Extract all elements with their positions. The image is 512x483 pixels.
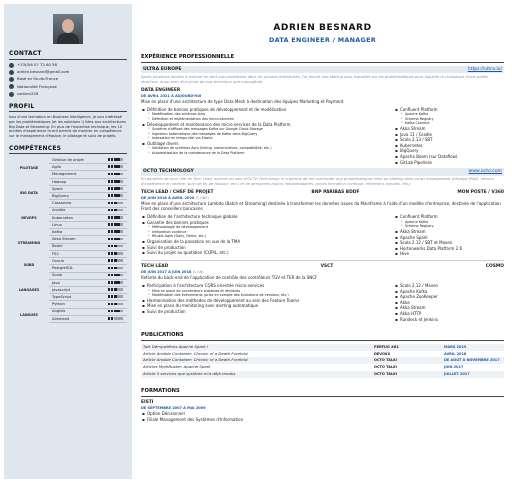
formation-items	[141, 411, 504, 422]
stack-item: • Schema Registry	[394, 224, 504, 228]
profile-text: Issu d'une formation en Business Intelligence, je suis intéressé par les problématiques (et les solutions !) liées aux architectures Big Data et Streaming. En plus de l'expertise technique, les 10 années d'expérience m'ont permis de montrer en compétence sur le management d'équipe, le pilotage et suivi de projets.	[9, 115, 127, 138]
skill-name: Kafka	[49, 229, 101, 236]
skill-group-label: BIG DATA	[20, 190, 38, 195]
task-item: ▪ Garantie des bonnes pratiques	[141, 220, 394, 225]
task-item: • Système d'offload des messages Kafka sur Google Cloud Storage	[141, 127, 394, 131]
level-dot	[120, 281, 123, 284]
skill-name: FS2	[49, 250, 101, 257]
stack-item: ▪ Hive	[394, 251, 504, 256]
stack-item: ▪ Scala 2.12 / Maven	[394, 283, 504, 288]
task-item: ▪ Organisation de la passation en vue de la TMA	[141, 239, 394, 244]
skill-level	[101, 294, 127, 301]
level-dot	[120, 194, 123, 197]
skill-level	[101, 308, 127, 315]
publication-row	[141, 344, 504, 351]
skill-level	[101, 236, 127, 243]
skill-group-label: SGBD	[23, 262, 35, 267]
stack-item: ▪ Apache Kafka	[394, 289, 504, 294]
level-dot	[120, 209, 123, 212]
candidate-role: DATA ENGINEER / MANAGER	[269, 36, 376, 45]
publication-date: AVRIL 2018	[444, 351, 467, 356]
task-item: ▪ Définition de l'architecture technique globale	[141, 214, 394, 219]
company-description: En parallèle de mon rôle de Tech Lead, exercer au sein d'OCTO Technology m'a permis de me confronter aux problématiques liées au staffing ainsi qu'au management d'équipe (RAD, retours d'expérience en interne, suivi de fin de mission, etc.) et de personnes (suivis hebdomadaires, points formation continue, entretiens annuels, etc.)	[141, 177, 494, 187]
job-title: DATA ENGINEER	[141, 87, 181, 93]
skill-group-label: PILOTAGE	[19, 165, 39, 170]
sidebar	[4, 4, 132, 479]
publication-venue: OCTO TALK!	[374, 372, 398, 377]
skill-level	[101, 229, 127, 236]
skill-level	[101, 171, 127, 178]
github-icon	[9, 92, 14, 97]
stack-item: ▪ Java 11 / Gradle	[394, 132, 504, 137]
stack-item: • Apache Kafka	[394, 112, 504, 116]
skill-name: Hadoop	[49, 178, 101, 185]
stack-item: ▪ Apache Spark	[394, 235, 504, 240]
skills-table	[9, 157, 127, 323]
task-item: ▪ Outillage divers	[141, 141, 394, 146]
stack-item: ▪ Confluent Platform	[394, 107, 504, 112]
contact-text: adrien.besnard@gmail.com	[17, 68, 70, 74]
job-duration: (2 ANS)	[195, 196, 209, 201]
profile-title: PROFIL	[9, 103, 127, 113]
candidate-name: ADRIEN BESNARD	[273, 23, 372, 33]
job-details	[141, 106, 504, 165]
skill-name: Spark	[49, 185, 101, 192]
job-title: TECH LEAD	[141, 263, 169, 269]
school-name: EISTI	[141, 399, 154, 405]
skill-level	[101, 279, 127, 286]
publication-venue: OCTO TALK!	[374, 358, 398, 363]
level-dot	[120, 223, 123, 226]
publication-title: Article 5 services que système m'a déjà rendus	[143, 371, 236, 377]
skill-name: Linux	[49, 222, 101, 229]
skills-title: COMPÉTENCES	[9, 145, 127, 155]
task-item: • Rituels Agile (Daily, Démo, etc.)	[141, 234, 394, 238]
company-header	[141, 66, 504, 74]
task-item: • Intégration continue	[141, 230, 394, 234]
skill-row	[9, 308, 127, 315]
skill-level	[101, 164, 127, 171]
contact-row	[9, 63, 127, 68]
skill-name: Python	[49, 301, 101, 308]
skill-row	[9, 229, 127, 236]
job-details	[141, 213, 504, 256]
publication-row	[141, 357, 504, 364]
publication-title: Article Ansible Container: Chronic of a Death Foretold	[143, 357, 248, 363]
task-item: • Méthodologie de développement	[141, 225, 394, 229]
level-dot	[120, 317, 123, 320]
task-item: ▪ Suivi de production	[141, 309, 394, 314]
company-header	[141, 168, 504, 176]
stack-item: ▪ Confluent Platform	[394, 214, 504, 219]
job-client: VSCT	[320, 263, 334, 269]
task-item: ▪ Participation à l'architecture CQRS orientée micro-services	[141, 283, 394, 288]
company-name: ULTRA EUROPE	[143, 66, 182, 72]
main-content	[137, 4, 508, 479]
publication-venue: PERFUG #61	[374, 344, 399, 349]
task-item: • Modélisation des schémas Avro	[141, 112, 394, 116]
stack-item: ▪ Akka	[394, 300, 504, 305]
skill-level	[101, 272, 127, 279]
contact-row	[9, 70, 127, 75]
job-mission: Refonte du back-end de l'application de contrôle des contrôleurs TGV et TER de la SNCF	[141, 275, 318, 281]
skill-level	[101, 243, 127, 250]
stack-item: ▪ Scala 2.12 / SBT et Maven	[394, 240, 504, 245]
job-stack	[394, 282, 504, 322]
contact-title: CONTACT	[9, 50, 127, 60]
job-stack	[394, 106, 504, 165]
contact-list	[9, 63, 127, 97]
stack-item: ▪ Apache Beam (sur Dataflow)	[394, 154, 504, 159]
job-tasks	[141, 282, 394, 322]
stack-item: • Schema Registry	[394, 117, 504, 121]
task-item: ▪ Définition de bonnes pratiques de développement et de modélisation	[141, 107, 394, 112]
stack-item: ▪ Rundeck et Jenkins	[394, 317, 504, 322]
job-title: TECH LEAD / CHEF DE PROJET	[141, 190, 214, 195]
company-description: Après plusieurs années à exercer en tant que prestataire dans de grosses entreprises, j'ai rejoint une startup pour travailler sur les problématiques pour laquelle la croissance d'une petite structure, aussi bien d'un point de vue technique que managérial.	[141, 74, 488, 84]
publication-venue: DEVOXX	[374, 351, 391, 356]
skill-name: Allemand	[49, 315, 101, 322]
task-item: • Modélisation des évènements (prise en compte des évolutions de versions, etc.)	[141, 293, 394, 297]
phone-icon	[9, 63, 14, 68]
publication-venue: OCTO TALK!	[374, 365, 398, 370]
task-item: • Mise en place de connecteurs scalables et résilients	[141, 289, 394, 293]
skill-level	[101, 222, 127, 229]
level-dot	[120, 295, 123, 298]
level-dot	[120, 165, 123, 168]
company-name: OCTO TECHNOLOGY	[143, 169, 194, 175]
stack-item: • Apache Kafka	[394, 220, 504, 224]
publication-title: Article Ansible Container: Chronic of a Death Foretold	[143, 350, 248, 356]
experience-title: EXPÉRIENCE PROFESSIONNELLE	[141, 54, 504, 63]
publication-date: JUILLET 2017	[444, 372, 470, 377]
stack-item: ▪ Akka Stream	[394, 305, 504, 310]
skill-level	[101, 315, 127, 322]
skill-level	[101, 265, 127, 272]
stack-item: ▪ Akka Stream	[394, 126, 504, 131]
contact-row	[9, 92, 127, 97]
skill-level	[101, 301, 127, 308]
company-link[interactable]: https://ultra.io/	[467, 66, 502, 72]
company-link[interactable]: www.octo.com	[468, 169, 502, 175]
task-item: • Automatisation de la maintenance de la Data Platform	[141, 151, 394, 155]
formation-date: DE SEPTEMBRE 2007 À MAI 2009	[141, 405, 206, 410]
skill-group-label: STREAMING	[17, 241, 41, 246]
task-item: • Définition et implémentation des micro-services	[141, 117, 394, 121]
skill-row	[9, 258, 127, 265]
skill-name: Anglais	[49, 308, 101, 315]
stack-item: ▪ BigQuery	[394, 148, 504, 153]
skill-row	[9, 207, 127, 214]
stack-item: ▪ Hortonworks Data Platform 2.6	[394, 246, 504, 251]
task-item: • Indexation en temps réel via Elastic	[141, 136, 394, 140]
contact-text: +33(0)6 07 72 60 58	[17, 61, 57, 67]
stack-item: ▪ Akka HTTP	[394, 311, 504, 316]
skill-name: Management	[49, 171, 101, 178]
level-dot	[120, 180, 123, 183]
contact-text: Basé en Île-de-France	[17, 76, 59, 82]
flag-icon	[9, 84, 14, 89]
publications-list	[141, 344, 504, 378]
task-item: ▪ Harmonisation des méthodes de développement au sein des Feature Teams	[141, 298, 394, 303]
job-title-row	[141, 88, 504, 94]
profile-photo	[53, 14, 83, 44]
skill-name: Javascript	[49, 286, 101, 293]
level-dot	[120, 310, 123, 313]
formations-title: FORMATIONS	[141, 388, 504, 397]
skill-group-label: LANGAGES	[18, 287, 40, 292]
level-dot	[120, 245, 123, 248]
task-item: • Ingestion automatique des messages de Kafka dans BigQuery	[141, 132, 394, 136]
stack-item: ▪ Scala 2.13 / SBT	[394, 137, 504, 142]
skill-name: Beam	[49, 243, 101, 250]
task-item: • Validation de schémas Avro (linting, nomenclature, compatibilité, etc.)	[141, 146, 394, 150]
experience-list	[141, 66, 504, 322]
skill-name: Oracle	[49, 258, 101, 265]
task-item: ▪ Suivi du projet au quotidien (COPIL, etc.)	[141, 250, 394, 255]
formations-list	[141, 400, 504, 422]
job-stack	[394, 213, 504, 256]
skill-name: Ansible	[49, 207, 101, 214]
contact-text: Nationalité Française	[17, 83, 57, 89]
skill-level	[101, 185, 127, 192]
publication-title: Articles MythBuster: Apache Spark	[143, 364, 211, 370]
stack-item: ▪ Akka Stream	[394, 229, 504, 234]
skill-name: Akka Stream	[49, 236, 101, 243]
formation-item: ▪ Option Décisionnel	[141, 411, 504, 416]
stack-item: ▪ Kubernetes	[394, 143, 504, 148]
level-dot	[120, 216, 123, 219]
job-tasks	[141, 106, 394, 165]
job-date: DE AVRIL 2021 À AUJOURD'HUI	[141, 93, 202, 98]
level-dot	[120, 252, 123, 255]
level-dot	[120, 303, 123, 306]
stack-item: ▪ GitLab Pipelines	[394, 160, 504, 165]
publication-row	[141, 351, 504, 358]
contact-row	[9, 84, 127, 89]
skill-name: Agile	[49, 164, 101, 171]
job-tasks	[141, 213, 394, 256]
job-client: BNP PARIBAS BDDF	[311, 190, 360, 195]
skill-level	[101, 193, 127, 200]
divider	[141, 260, 504, 261]
level-dot	[120, 274, 123, 277]
skill-name: Kubernetes	[49, 214, 101, 221]
skill-row	[9, 157, 127, 164]
publication-date: MARS 2019	[444, 344, 467, 349]
level-dot	[120, 187, 123, 190]
job-location: COSMO	[485, 263, 504, 269]
level-dot	[120, 230, 123, 233]
task-item: ▪ Suivi de production	[141, 245, 394, 250]
publication-date: JUIN 2017	[444, 365, 464, 370]
skill-row	[9, 272, 127, 279]
stack-item: ▪ Apache ZooKeeper	[394, 294, 504, 299]
job-title-row	[141, 190, 504, 196]
level-dot	[120, 259, 123, 262]
skill-level	[101, 157, 127, 164]
job-date: DE JUIN 2017 À JUIN 2018 (1 AN)	[141, 270, 204, 274]
skill-name: Cassandra	[49, 200, 101, 207]
mail-icon	[9, 70, 14, 75]
stack-item: • Kafka Connect	[394, 121, 504, 125]
job-duration: (1 AN)	[192, 270, 204, 274]
location-icon	[9, 77, 14, 82]
level-dot	[120, 238, 123, 241]
skill-level	[101, 258, 127, 265]
skill-name: Gestion de projet	[49, 157, 101, 164]
level-dot	[120, 158, 123, 161]
skill-level	[101, 250, 127, 257]
skill-group-label: DEVOPS	[21, 215, 37, 220]
skill-name: Scala	[49, 272, 101, 279]
publication-date: DE AOÛT À NOVEMBRE 2017	[444, 358, 500, 363]
job-location: MON POSTE / V360	[457, 190, 504, 195]
task-item: ▪ Mise en place du monitoring avec alerting automatique	[141, 303, 394, 308]
job-mission: Mise en place d'une architecture Lambda (Batch et Streaming) destinée à transformer les données issues du Mainframe à l'aide d'un modèle d'entreprise, destinée de l'application Front des conseillers bancaires	[141, 201, 501, 212]
contact-row	[9, 77, 127, 82]
publication-row	[141, 364, 504, 371]
skill-name: BigQuery	[49, 193, 101, 200]
job-date: DE JUIN 2018 À AVRIL 2020 (2 ANS)	[141, 196, 209, 201]
skill-level	[101, 178, 127, 185]
skill-group-label: LANGUES	[20, 313, 38, 318]
skill-level	[101, 207, 127, 214]
job-title-row	[141, 264, 504, 270]
level-dot	[120, 173, 123, 176]
publication-title: Talk Démystifions Apache Spark !	[143, 343, 209, 349]
level-dot	[120, 202, 123, 205]
publications-title: PUBLICATIONS	[141, 332, 504, 341]
formation-item: ▪ Filiale Management des Systèmes d'Information	[141, 417, 504, 422]
level-dot	[120, 288, 123, 291]
task-item: ▪ Développement et maintenance des micro-services de la Data Platform	[141, 122, 394, 127]
skill-level	[101, 286, 127, 293]
job-details	[141, 282, 504, 322]
publication-row	[141, 371, 504, 378]
skill-name: PostgreSQL	[49, 265, 101, 272]
skill-row	[9, 178, 127, 185]
level-dot	[120, 267, 123, 270]
skill-name: Java	[49, 279, 101, 286]
job-mission: Mise en place d'une architecture de type Data Mesh à destination des équipes Marketing et Payment	[141, 99, 344, 105]
skill-name: TypeScript	[49, 294, 101, 301]
skill-level	[101, 200, 127, 207]
skill-level	[101, 214, 127, 221]
contact-text: cadium226	[17, 90, 39, 96]
